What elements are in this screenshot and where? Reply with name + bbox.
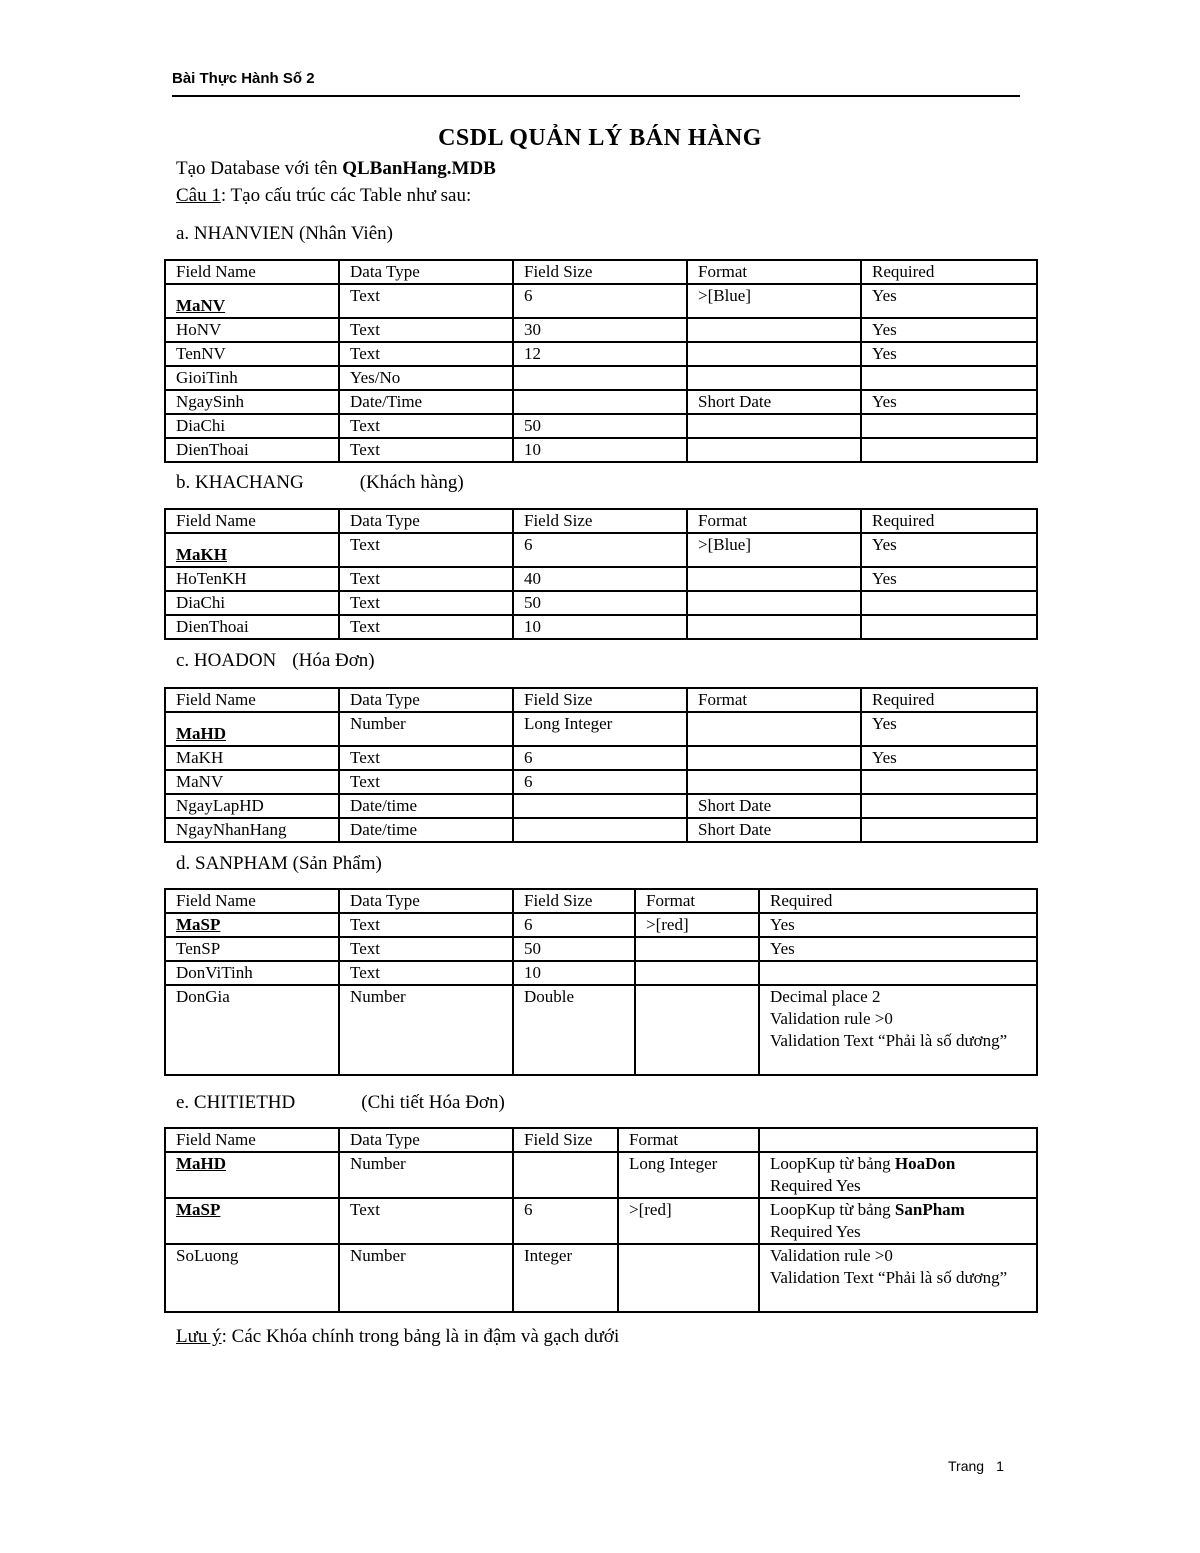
table-cell: Long Integer (618, 1152, 759, 1198)
column-header: Required (861, 509, 1037, 533)
note-text: : Các Khóa chính trong bảng là in đậm và gạch dưới (221, 1326, 620, 1347)
table-row (165, 985, 1037, 1075)
table-row (165, 1244, 1037, 1312)
column-header: Field Size (513, 1128, 618, 1152)
table-row (165, 438, 1037, 462)
table-row (165, 1152, 1037, 1198)
table-row (165, 961, 1037, 985)
table-cell: 6 (513, 533, 687, 567)
primary-key-cell: MaSP (165, 913, 339, 937)
column-header: Field Size (513, 688, 687, 712)
table-cell: Number (339, 1244, 513, 1312)
table-hoadon (164, 687, 1038, 843)
table-header-row (165, 509, 1037, 533)
column-header: Format (618, 1128, 759, 1152)
table-row (165, 533, 1037, 567)
table-cell (861, 366, 1037, 390)
table-cell: Short Date (687, 794, 861, 818)
page-title: CSDL QUẢN LÝ BÁN HÀNG (438, 125, 762, 151)
table-cell: Short Date (687, 818, 861, 842)
table-cell: Text (339, 913, 513, 937)
table-header-row (165, 889, 1037, 913)
table-cell: Text (339, 961, 513, 985)
column-header: Data Type (339, 509, 513, 533)
primary-key-cell: MaHD (165, 712, 339, 746)
table-row (165, 342, 1037, 366)
primary-key-cell: MaKH (165, 533, 339, 567)
column-header: Field Size (513, 260, 687, 284)
table-row (165, 318, 1037, 342)
table-cell (687, 746, 861, 770)
table-cell: HoTenKH (165, 567, 339, 591)
table-cell (635, 961, 759, 985)
table-cell: NgayLapHD (165, 794, 339, 818)
table-cell: Yes (861, 533, 1037, 567)
table-cell: DonGia (165, 985, 339, 1075)
primary-key-cell: MaNV (165, 284, 339, 318)
table-cell: Yes (759, 937, 1037, 961)
table-cell: Double (513, 985, 635, 1075)
table-cell-notes: Decimal place 2 Validation rule >0 Validation Text “Phải là số dương” (759, 985, 1037, 1075)
table-row (165, 366, 1037, 390)
table-cell: Yes (861, 712, 1037, 746)
column-header: Format (687, 509, 861, 533)
table-cell (513, 1152, 618, 1198)
table-cell: Text (339, 746, 513, 770)
note-line (176, 1326, 619, 1348)
table-cell: 50 (513, 414, 687, 438)
table-cell: Text (339, 615, 513, 639)
table-cell: SoLuong (165, 1244, 339, 1312)
table-cell: Text (339, 567, 513, 591)
table-row (165, 818, 1037, 842)
table-cell: Text (339, 342, 513, 366)
table-cell (687, 615, 861, 639)
table-cell (687, 318, 861, 342)
table-cell: Text (339, 770, 513, 794)
table-cell: Yes (861, 342, 1037, 366)
table-cell: 12 (513, 342, 687, 366)
table-cell: 10 (513, 615, 687, 639)
table-cell: Text (339, 284, 513, 318)
table-cell: Yes (861, 567, 1037, 591)
table-cell: Yes (861, 746, 1037, 770)
table-row (165, 414, 1037, 438)
table-row (165, 567, 1037, 591)
table-cell: GioiTinh (165, 366, 339, 390)
db-name: QLBanHang.MDB (342, 158, 496, 179)
column-header: Field Name (165, 260, 339, 284)
column-header: Data Type (339, 688, 513, 712)
table-cell: Integer (513, 1244, 618, 1312)
primary-key-cell: MaHD (165, 1152, 339, 1198)
table-header-row (165, 688, 1037, 712)
table-cell (861, 818, 1037, 842)
table-cell: >[Blue] (687, 284, 861, 318)
table-cell: MaNV (165, 770, 339, 794)
table-row (165, 913, 1037, 937)
column-header: Format (687, 260, 861, 284)
table-cell: Yes (861, 284, 1037, 318)
column-header: Field Size (513, 889, 635, 913)
table-cell (759, 961, 1037, 985)
table-cell (861, 770, 1037, 794)
table-cell: Number (339, 1152, 513, 1198)
table-cell (635, 985, 759, 1075)
table-cell: HoNV (165, 318, 339, 342)
table-nhanvien (164, 259, 1038, 463)
table-cell: 6 (513, 770, 687, 794)
table-cell (861, 615, 1037, 639)
section-a-heading: a. NHANVIEN (Nhân Viên) (176, 223, 393, 244)
table-header-row (165, 260, 1037, 284)
table-sanpham (164, 888, 1038, 1076)
column-header: Field Size (513, 509, 687, 533)
table-cell: Text (339, 591, 513, 615)
table-row (165, 770, 1037, 794)
table-row (165, 1198, 1037, 1244)
page-footer (948, 1458, 1004, 1474)
table-cell: 6 (513, 1198, 618, 1244)
table-cell (861, 414, 1037, 438)
table-cell: Text (339, 1198, 513, 1244)
table-cell: Text (339, 318, 513, 342)
column-header: Field Name (165, 1128, 339, 1152)
column-header: Field Name (165, 889, 339, 913)
table-cell: 30 (513, 318, 687, 342)
intro-line (176, 158, 496, 180)
table-cell (513, 794, 687, 818)
table-row (165, 712, 1037, 746)
note-label: Lưu ý (176, 1326, 222, 1347)
table-row (165, 615, 1037, 639)
column-header: Required (861, 260, 1037, 284)
column-header: Format (635, 889, 759, 913)
page-header: Bài Thực Hành Số 2 (172, 70, 315, 87)
column-header: Format (687, 688, 861, 712)
column-header (759, 1128, 1037, 1152)
table-cell: 50 (513, 591, 687, 615)
table-cell: Yes (861, 390, 1037, 414)
table-cell: Text (339, 937, 513, 961)
table-cell: Number (339, 712, 513, 746)
column-header: Data Type (339, 260, 513, 284)
table-cell (618, 1244, 759, 1312)
table-cell: TenSP (165, 937, 339, 961)
table-cell (513, 390, 687, 414)
table-cell: 6 (513, 284, 687, 318)
table-cell (861, 438, 1037, 462)
table-cell: 50 (513, 937, 635, 961)
table-cell-notes: LoopKup từ bảng SanPham Required Yes (759, 1198, 1037, 1244)
table-cell: Yes (861, 318, 1037, 342)
table-cell: >[red] (635, 913, 759, 937)
table-cell: Date/time (339, 794, 513, 818)
table-cell (687, 366, 861, 390)
table-row (165, 794, 1037, 818)
table-cell: Date/time (339, 818, 513, 842)
table-cell (861, 794, 1037, 818)
table-cell: DiaChi (165, 591, 339, 615)
section-e-heading: e. CHITIETHD (Chi tiết Hóa Đơn) (176, 1092, 505, 1113)
column-header: Required (861, 688, 1037, 712)
column-header: Field Name (165, 509, 339, 533)
table-cell: NgaySinh (165, 390, 339, 414)
table-cell (687, 591, 861, 615)
table-row (165, 591, 1037, 615)
table-cell: TenNV (165, 342, 339, 366)
table-cell: 10 (513, 438, 687, 462)
table-cell: 10 (513, 961, 635, 985)
column-header: Required (759, 889, 1037, 913)
question-text: : Tạo cấu trúc các Table như sau: (220, 185, 472, 206)
primary-key-cell: MaSP (165, 1198, 339, 1244)
table-cell (687, 712, 861, 746)
table-khachhang (164, 508, 1038, 640)
table-cell (861, 591, 1037, 615)
table-cell: DienThoai (165, 438, 339, 462)
table-header-row (165, 1128, 1037, 1152)
table-cell: NgayNhanHang (165, 818, 339, 842)
table-cell (687, 567, 861, 591)
table-cell: Text (339, 438, 513, 462)
table-cell: Date/Time (339, 390, 513, 414)
table-row (165, 390, 1037, 414)
column-header: Data Type (339, 1128, 513, 1152)
column-header: Data Type (339, 889, 513, 913)
table-cell: Number (339, 985, 513, 1075)
table-cell: 40 (513, 567, 687, 591)
table-row (165, 746, 1037, 770)
section-d-heading: d. SANPHAM (Sản Phẩm) (176, 853, 382, 874)
table-cell: Yes/No (339, 366, 513, 390)
section-c-heading: c. HOADON (Hóa Đơn) (176, 650, 375, 671)
table-cell (635, 937, 759, 961)
column-header: Field Name (165, 688, 339, 712)
question-label: Câu 1 (176, 185, 221, 206)
table-row (165, 284, 1037, 318)
table-cell: 6 (513, 913, 635, 937)
table-cell (687, 342, 861, 366)
table-cell (687, 770, 861, 794)
page-number: 1 (996, 1458, 1004, 1474)
table-cell (687, 414, 861, 438)
table-cell: MaKH (165, 746, 339, 770)
table-cell: >[Blue] (687, 533, 861, 567)
table-cell-notes: LoopKup từ bảng HoaDon Required Yes (759, 1152, 1037, 1198)
table-cell: DienThoai (165, 615, 339, 639)
table-cell: >[red] (618, 1198, 759, 1244)
table-chitiethd (164, 1127, 1038, 1313)
table-cell: DonViTinh (165, 961, 339, 985)
question-line (176, 185, 471, 207)
table-cell: Text (339, 533, 513, 567)
table-cell (687, 438, 861, 462)
table-cell: Long Integer (513, 712, 687, 746)
table-cell: DiaChi (165, 414, 339, 438)
table-cell (513, 366, 687, 390)
table-cell: Yes (759, 913, 1037, 937)
header-rule (172, 95, 1020, 97)
table-row (165, 937, 1037, 961)
table-cell-notes: Validation rule >0 Validation Text “Phải là số dương” (759, 1244, 1037, 1312)
table-cell: Short Date (687, 390, 861, 414)
table-cell (513, 818, 687, 842)
table-cell: Text (339, 414, 513, 438)
page-label: Trang (948, 1458, 985, 1474)
table-cell: 6 (513, 746, 687, 770)
section-b-heading: b. KHACHANG (Khách hàng) (176, 472, 464, 493)
intro-prefix: Tạo Database với tên (176, 158, 343, 179)
